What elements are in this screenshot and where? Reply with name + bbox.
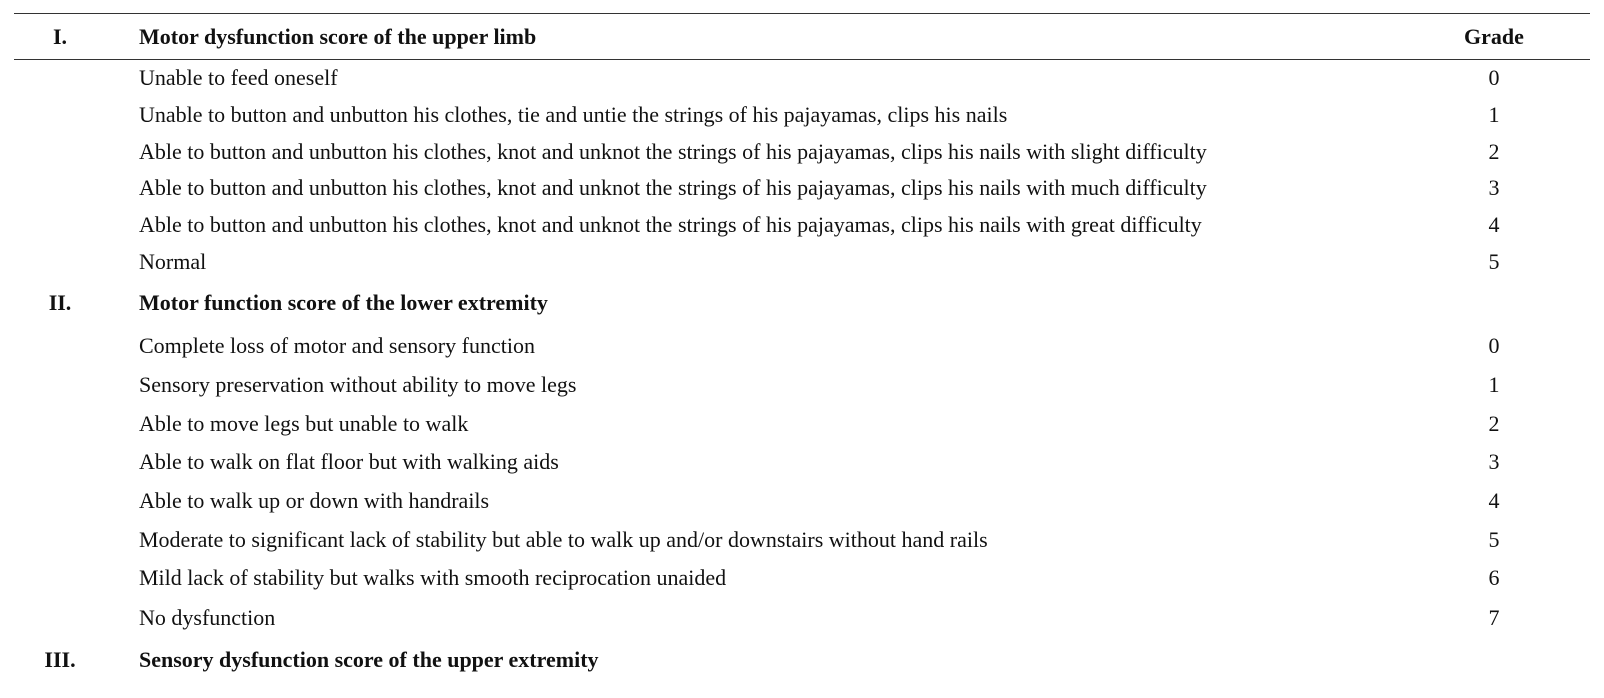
item-description: Able to move legs but unable to walk <box>139 411 469 436</box>
item-description: Moderate to significant lack of stability but able to walk up and/or downstairs without hand rails <box>139 527 988 552</box>
score-table <box>14 13 1590 698</box>
section-title: Sensory dysfunction score of the upper extremity <box>139 647 599 672</box>
table-row <box>14 244 1590 280</box>
section-number: II. <box>48 290 72 315</box>
table-row <box>14 207 1590 243</box>
table-row <box>14 97 1590 133</box>
item-description: No dysfunction <box>139 605 276 630</box>
table-row <box>14 600 1590 636</box>
item-grade: 5 <box>1488 527 1500 552</box>
table-row <box>14 367 1590 403</box>
item-description: Mild lack of stability but walks with smooth reciprocation unaided <box>139 565 727 590</box>
section-title: Motor dysfunction score of the upper limb <box>139 24 537 49</box>
grade-column-header: Grade <box>1464 24 1524 49</box>
item-description: Sensory preservation without ability to move legs <box>139 372 577 397</box>
section-number: III. <box>44 647 76 672</box>
table-row <box>14 406 1590 442</box>
item-description: Unable to button and unbutton his clothes, tie and untie the strings of his pajayamas, clips his nails <box>139 102 1008 127</box>
item-grade: 1 <box>1488 372 1500 397</box>
item-description: Unable to feed oneself <box>139 65 338 90</box>
item-description: Normal <box>139 249 207 274</box>
item-grade: 7 <box>1488 605 1500 630</box>
table-row <box>14 170 1590 206</box>
table-row <box>14 522 1590 558</box>
item-grade: 4 <box>1488 212 1500 237</box>
table-row <box>14 60 1590 96</box>
section-number: I. <box>52 24 68 49</box>
item-grade: 6 <box>1488 565 1500 590</box>
section-title: Motor function score of the lower extremity <box>139 290 548 315</box>
item-grade: 3 <box>1488 175 1500 200</box>
item-grade: 3 <box>1488 449 1500 474</box>
table-row <box>14 134 1590 170</box>
item-grade: 0 <box>1488 65 1500 90</box>
table-row <box>14 483 1590 519</box>
table-top-rule <box>14 13 1590 14</box>
item-grade: 4 <box>1488 488 1500 513</box>
item-description: Complete loss of motor and sensory function <box>139 333 535 358</box>
item-description: Able to button and unbutton his clothes, knot and unknot the strings of his pajayamas, clips his nails with much difficulty <box>139 175 1207 200</box>
section-header-row <box>14 285 1590 321</box>
table-row <box>14 444 1590 480</box>
item-description: Able to walk on flat floor but with walking aids <box>139 449 559 474</box>
table-row <box>14 328 1590 364</box>
section-header-row <box>14 642 1590 678</box>
item-description: Able to button and unbutton his clothes, knot and unknot the strings of his pajayamas, clips his nails with slight difficulty <box>139 139 1207 164</box>
item-grade: 2 <box>1488 411 1500 436</box>
table-header-row <box>14 19 1590 55</box>
item-description: Able to button and unbutton his clothes, knot and unknot the strings of his pajayamas, clips his nails with great difficulty <box>139 212 1202 237</box>
item-grade: 0 <box>1488 333 1500 358</box>
item-description: Able to walk up or down with handrails <box>139 488 490 513</box>
item-grade: 5 <box>1488 249 1500 274</box>
item-grade: 2 <box>1488 139 1500 164</box>
table-row <box>14 560 1590 596</box>
item-grade: 1 <box>1488 102 1500 127</box>
